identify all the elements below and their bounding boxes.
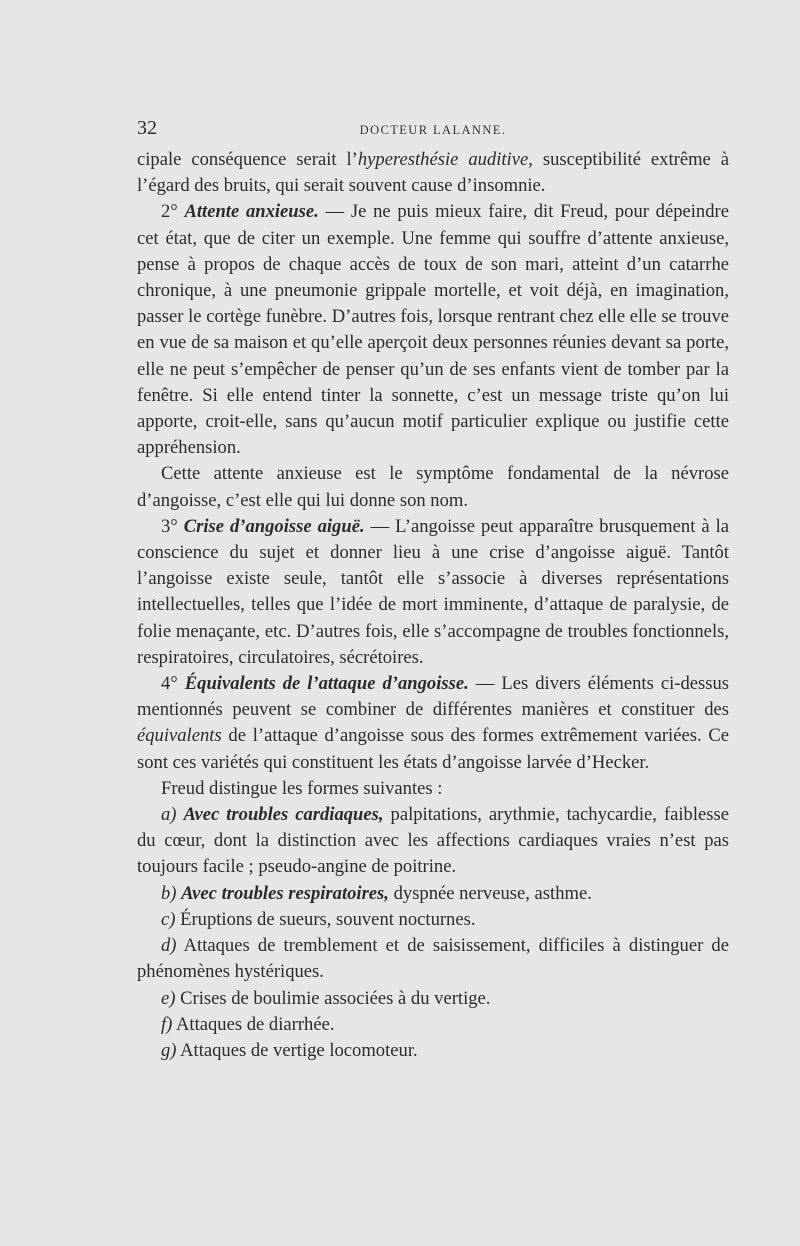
- section-attente-anxieuse: [137, 199, 729, 461]
- list-label: c): [161, 908, 176, 930]
- paragraph: Cette attente anxieuse est le symptôme fondamental de la névrose d’angoisse, c’est elle qui lui donne son nom.: [137, 463, 729, 511]
- list-label: g): [161, 1039, 177, 1061]
- list-item-d: [137, 933, 729, 985]
- list-text: palpitations, arythmie, tachycardie, faiblesse du cœur, dont la distinction avec les affections cardiaques vraies n’est pas toujours facile ; pseudo-angine de poitrine.: [137, 804, 729, 878]
- section-heading: Équivalents de l’attaque d’angoisse.: [184, 673, 469, 695]
- section-number: 3°: [161, 515, 178, 537]
- section-text: — Les divers éléments ci-dessus mentionnés peuvent se combiner de différentes manières et constituer des: [137, 673, 729, 721]
- list-text: Éruptions de sueurs, souvent nocturnes.: [175, 908, 476, 930]
- list-heading: Avec troubles respiratoires,: [181, 882, 389, 904]
- section-heading: Attente anxieuse.: [184, 201, 319, 223]
- section-number: 2°: [161, 201, 178, 223]
- italic-term: hyperesthésie auditive: [357, 149, 529, 170]
- list-text: Attaques de tremblement et de saisissement, difficiles à distinguer de phénomènes hystériques.: [137, 935, 729, 983]
- list-text: Crises de boulimie associées à du vertige.: [175, 987, 491, 1009]
- section-text: de l’attaque d’angoisse sous des formes extrêmement variées. Ce sont ces variétés qui constituent les états d’angoisse larvée d’Hecker.: [137, 725, 729, 773]
- section-number: 4°: [161, 673, 178, 695]
- paragraph: Freud distingue les formes suivantes :: [161, 777, 443, 799]
- list-item-e: [137, 986, 729, 1012]
- list-item-a: [137, 802, 729, 881]
- page-body: [137, 147, 729, 1064]
- list-item-g: [137, 1038, 729, 1064]
- section-text: — L’angoisse peut apparaître brusquement à la conscience du sujet et donner lieu à une crise d’angoisse aiguë. Tantôt l’angoisse existe seule, tantôt elle s’associe à diverses représentations intellectuelles, telles que l’idée de mort imminente, d’attaque de paralysie, de folie menaçante, etc. D’autres fois, elle s’accompagne de troubles fonctionnels, respiratoires, circulatoires, sécrétoires.: [137, 515, 729, 668]
- section-heading: Crise d’angoisse aiguë.: [183, 515, 365, 537]
- list-label: b): [161, 882, 177, 904]
- paragraph-continuation: [137, 147, 729, 199]
- list-item-c: [137, 907, 729, 933]
- list-label: e): [161, 987, 176, 1009]
- list-label: d): [161, 935, 177, 957]
- list-label: f): [161, 1013, 173, 1035]
- page-header: [137, 117, 729, 147]
- list-label: a): [161, 804, 177, 826]
- list-heading: Avec troubles cardiaques,: [183, 804, 384, 826]
- running-title: DOCTEUR LALANNE.: [359, 123, 507, 137]
- list-text: dyspnée nerveuse, asthme.: [388, 882, 592, 904]
- text-run: cipale conséquence serait l’: [137, 149, 358, 170]
- section-crise-angoisse: [137, 514, 729, 671]
- list-item-f: [137, 1012, 729, 1038]
- italic-term: équivalents: [137, 725, 222, 747]
- section-equivalents: [137, 671, 729, 776]
- list-item-b: [137, 881, 729, 907]
- list-text: Attaques de diarrhée.: [172, 1013, 335, 1035]
- list-text: Attaques de vertige locomoteur.: [176, 1039, 418, 1061]
- page-number: 32: [137, 117, 157, 139]
- section-text: — Je ne puis mieux faire, dit Freud, pour dépeindre cet état, que de citer un exemple. Une femme qui souffre d’attente anxieuse, pense à propos de chaque accès de toux de son mari, atteint d’un catarrhe chronique, à une pneumonie grippale mortelle, et voit déjà, en imagination, passer le cortège funèbre. D’autres fois, lorsque rentrant chez elle elle se trouve en vue de sa maison et qu’elle aperçoit deux personnes réunies devant sa porte, elle ne peut s’empêcher de penser qu’un de ses enfants vient de tomber par la fenêtre. Si elle entend tinter la sonnette, c’est un message triste qu’on lui apporte, croit-elle, sans qu’aucun motif particulier explique ou justifie cette appréhension.: [137, 201, 729, 459]
- text-run: , susceptibilité extrême à l’égard des bruits, qui serait souvent cause d’insomnie.: [137, 149, 729, 197]
